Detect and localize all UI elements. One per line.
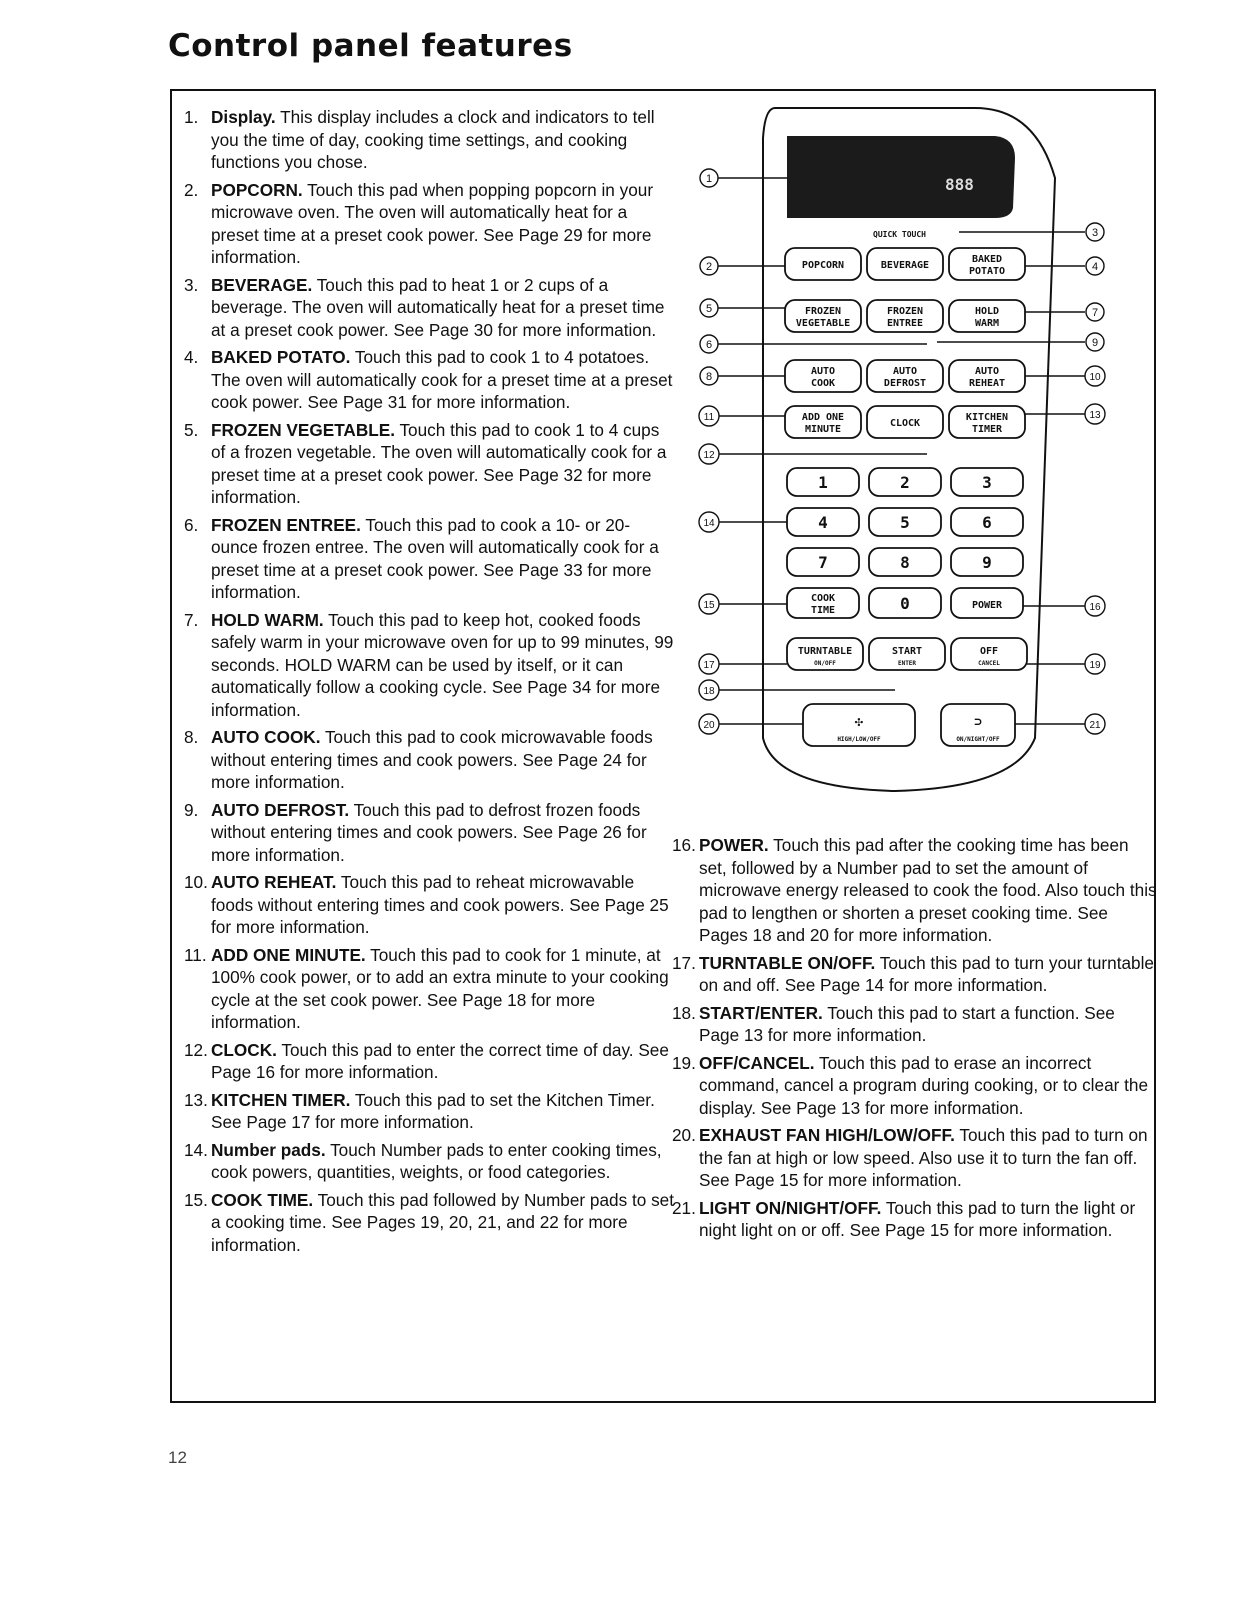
panel-label: 18 <box>703 686 715 697</box>
feature-name: COOK TIME. <box>211 1189 314 1210</box>
panel-label: POWER <box>971 600 1003 611</box>
power-pad <box>951 588 1023 618</box>
feature-item <box>184 1039 674 1084</box>
panel-label: CLOCK <box>889 418 921 429</box>
feature-number: 11. <box>184 944 207 965</box>
callout-18 <box>699 680 719 700</box>
callout-21 <box>1085 714 1105 734</box>
panel-label: FROZEN <box>804 306 842 317</box>
panel-label: ENTREE <box>886 318 924 329</box>
feature-name: BAKED POTATO. <box>211 347 351 367</box>
panel-label: REHEAT <box>968 378 1006 389</box>
display-window <box>787 136 1015 218</box>
feature-description: This display includes a clock and indicators to tell you the time of day, cooking time settings, and cooking functions you chose. <box>211 107 655 172</box>
panel-label: ON/OFF <box>814 660 836 667</box>
feature-item <box>184 799 674 867</box>
panel-label: 5 <box>705 303 713 315</box>
control-panel-diagram <box>695 98 1145 793</box>
panel-label: HOLD <box>974 306 1000 317</box>
feature-item <box>184 944 674 1034</box>
feature-item <box>184 274 674 342</box>
feature-number: 21. <box>672 1197 696 1218</box>
auto-cook-pad <box>785 360 861 392</box>
panel-label: AUTO <box>974 366 1000 377</box>
panel-label: 10 <box>1089 372 1101 383</box>
feature-description: Touch this pad to keep hot, cooked foods safely warm in your microwave oven for up to 99 minutes, 99 seconds. HOLD WARM can be used by itself, or it can automatically follow a cooking cycle. See Page 34 for more information. <box>211 609 674 720</box>
feature-number: 16. <box>672 835 696 855</box>
callout-17 <box>699 654 719 674</box>
number-pad-7 <box>787 548 859 576</box>
feature-description: Touch this pad to erase an incorrect command, cancel a program during cooking, or to clear the display. See Page 13 for more information. <box>699 1052 1149 1118</box>
panel-label: FROZEN <box>886 306 924 317</box>
panel-label: 0 <box>900 594 910 613</box>
control-panel-svg <box>695 98 1145 793</box>
feature-list-left <box>184 106 674 1261</box>
panel-label: 1 <box>705 173 713 185</box>
number-pad-9 <box>951 548 1023 576</box>
feature-description: Touch this pad to heat 1 or 2 cups of a beverage. The oven will automatically heat for a preset time at a preset cook power. See Page 30 for more information. <box>211 274 665 340</box>
callout-5 <box>700 299 718 317</box>
page-title: Control panel features <box>168 28 573 64</box>
feature-description: Touch this pad to enter the correct time of day. See Page 16 for more information. <box>211 1039 669 1082</box>
callout-12 <box>699 444 719 464</box>
callout-2 <box>700 257 718 275</box>
panel-label: 4 <box>818 513 828 532</box>
popcorn-pad <box>785 248 861 280</box>
exhaust-fan-pad <box>803 704 915 746</box>
number-pad-1 <box>787 468 859 496</box>
feature-item <box>184 179 674 269</box>
feature-number: 3. <box>184 274 199 295</box>
callout-1 <box>700 169 718 187</box>
feature-item <box>672 1052 1157 1120</box>
panel-label: POTATO <box>968 266 1006 277</box>
panel-label: POPCORN <box>801 260 845 271</box>
callout-19 <box>1085 654 1105 674</box>
feature-name: TURNTABLE ON/OFF. <box>699 952 876 973</box>
beverage-pad <box>867 248 943 280</box>
callout-15 <box>699 594 719 614</box>
feature-number: 10. <box>184 872 208 892</box>
panel-label: 2 <box>705 261 713 273</box>
feature-item <box>672 834 1157 947</box>
hold-warm-pad <box>949 300 1025 332</box>
off-cancel-pad <box>951 638 1027 670</box>
feature-item <box>184 346 674 414</box>
panel-label: 2 <box>900 473 910 492</box>
panel-label: 9 <box>982 553 992 572</box>
panel-label: 1 <box>818 473 828 492</box>
number-pad-0 <box>869 588 941 618</box>
feature-name: FROZEN VEGETABLE. <box>211 419 395 440</box>
panel-label: 3 <box>982 473 992 492</box>
panel-label: CANCEL <box>978 660 1000 667</box>
feature-description: Touch this pad to defrost frozen foods without entering times and cook powers. See Page 26 for more information. <box>211 799 647 865</box>
feature-description: Touch this pad to start a function. See Page 13 for more information. <box>699 1002 1115 1045</box>
callout-11 <box>699 406 719 426</box>
feature-number: 12. <box>184 1039 208 1060</box>
feature-number: 5. <box>184 419 199 440</box>
feature-name: AUTO REHEAT. <box>211 872 337 892</box>
number-pad-3 <box>951 468 1023 496</box>
panel-label: AUTO <box>892 366 918 377</box>
panel-label: 13 <box>1089 410 1101 421</box>
feature-description: Touch this pad followed by Number pads to set a cooking time. See Pages 19, 20, 21, and 22 for more information. <box>211 1189 674 1255</box>
callout-7 <box>1086 303 1104 321</box>
feature-item <box>184 1089 674 1134</box>
turntable-pad <box>787 638 863 670</box>
number-pad-6 <box>951 508 1023 536</box>
panel-label: DEFROST <box>883 378 927 389</box>
panel-label: ON/NIGHT/OFF <box>956 736 1000 743</box>
feature-description: Touch this pad to cook microwavable foods without entering times and cook powers. See Page 24 for more information. <box>211 727 653 792</box>
feature-number: 1. <box>184 107 199 127</box>
feature-item <box>672 1197 1157 1242</box>
feature-name: OFF/CANCEL. <box>699 1052 815 1073</box>
feature-description: Touch this pad to set the Kitchen Timer. See Page 17 for more information. <box>211 1089 655 1132</box>
feature-number: 13. <box>184 1089 208 1110</box>
callout-10 <box>1085 366 1105 386</box>
panel-label: 16 <box>1089 602 1101 613</box>
feature-item <box>184 1189 674 1257</box>
feature-number: 8. <box>184 727 199 747</box>
panel-label: 3 <box>1091 227 1099 239</box>
panel-label: 7 <box>1091 307 1099 319</box>
feature-description: Touch this pad to cook 1 to 4 cups of a frozen vegetable. The oven will automatically cook for a preset time at a preset cook power. See Page 32 for more information. <box>211 419 667 507</box>
quick-touch-label: QUICK TOUCH <box>873 230 926 239</box>
panel-label: VEGETABLE <box>795 318 851 329</box>
clock-pad <box>867 406 943 438</box>
auto-reheat-pad <box>949 360 1025 392</box>
feature-description: Touch this pad to cook a 10- or 20-ounce frozen entree. The oven will automatically cook for a preset time at a preset cook power. See Page 33 for more information. <box>211 514 659 602</box>
panel-label: TURNTABLE <box>797 646 853 657</box>
feature-number: 15. <box>184 1189 208 1210</box>
feature-name: FROZEN ENTREE. <box>211 514 361 535</box>
panel-label: 14 <box>703 518 715 529</box>
callout-3 <box>1086 223 1104 241</box>
feature-name: AUTO DEFROST. <box>211 799 350 820</box>
number-pad-2 <box>869 468 941 496</box>
panel-label: 20 <box>703 720 715 731</box>
feature-item <box>672 952 1157 997</box>
feature-number: 4. <box>184 347 199 367</box>
feature-item <box>184 609 674 722</box>
feature-name: ADD ONE MINUTE. <box>211 944 366 965</box>
callout-20 <box>699 714 719 734</box>
panel-label: ENTER <box>897 660 917 667</box>
feature-name: Number pads. <box>211 1139 326 1160</box>
panel-label: AUTO <box>810 366 836 377</box>
panel-label: START <box>891 646 923 657</box>
feature-item <box>184 871 674 939</box>
panel-label: 15 <box>703 600 715 611</box>
feature-description: Touch this pad after the cooking time has been set, followed by a Number pad to set the amount of microwave energy released to cook the food. Also touch this pad to lengthen or shorten a preset cooking time. See Pages 18 and 20 for more information. <box>699 835 1157 945</box>
feature-description: Touch this pad to cook for 1 minute, at 100% cook power, or to add an extra minute to your cooking cycle at the set cook power. See Page 18 for more information. <box>211 944 669 1032</box>
feature-number: 17. <box>672 952 696 973</box>
callout-16 <box>1085 596 1105 616</box>
baked-potato-pad <box>949 248 1025 280</box>
panel-label: OFF <box>979 646 999 657</box>
panel-label: BAKED <box>971 254 1003 265</box>
panel-label: 8 <box>900 553 910 572</box>
panel-label: 11 <box>703 412 715 423</box>
number-pad-8 <box>869 548 941 576</box>
feature-name: AUTO COOK. <box>211 727 321 747</box>
add-one-minute-pad <box>785 406 861 438</box>
number-pad-5 <box>869 508 941 536</box>
panel-label: MINUTE <box>804 424 842 435</box>
display-digits: 888 <box>945 175 974 194</box>
feature-number: 6. <box>184 514 199 535</box>
start-enter-pad <box>869 638 945 670</box>
panel-label: 8 <box>705 371 713 383</box>
feature-name: POPCORN. <box>211 179 303 200</box>
feature-number: 7. <box>184 609 199 630</box>
panel-label: WARM <box>974 318 1000 329</box>
feature-item <box>184 419 674 509</box>
panel-label: ⊃ <box>974 715 982 730</box>
callout-13 <box>1085 404 1105 424</box>
feature-description: Touch this pad to cook 1 to 4 potatoes. The oven will automatically cook for a preset time at a preset cook power. See Page 31 for more information. <box>211 347 673 412</box>
feature-list-right <box>672 834 1157 1247</box>
number-pad-4 <box>787 508 859 536</box>
feature-item <box>672 1124 1157 1192</box>
feature-name: HOLD WARM. <box>211 609 324 630</box>
callout-14 <box>699 512 719 532</box>
feature-name: LIGHT ON/NIGHT/OFF. <box>699 1197 882 1218</box>
panel-label: 9 <box>1091 337 1099 349</box>
panel-label: KITCHEN <box>965 412 1009 423</box>
cook-time-pad <box>787 588 859 618</box>
light-pad <box>941 704 1015 746</box>
callout-8 <box>700 367 718 385</box>
feature-name: Display. <box>211 107 276 127</box>
feature-description: Touch this pad to turn your turntable on and off. See Page 14 for more information. <box>699 952 1154 995</box>
feature-description: Touch this pad to turn the light or night light on or off. See Page 15 for more information. <box>699 1197 1136 1240</box>
feature-number: 18. <box>672 1002 696 1023</box>
callout-4 <box>1086 257 1104 275</box>
panel-label: 4 <box>1091 261 1099 273</box>
panel-label: ✣ <box>854 714 864 730</box>
feature-number: 9. <box>184 799 199 820</box>
feature-name: START/ENTER. <box>699 1002 823 1023</box>
feature-item <box>672 1002 1157 1047</box>
page-number: 12 <box>168 1448 187 1467</box>
feature-number: 19. <box>672 1052 696 1073</box>
panel-label: TIME <box>810 605 836 616</box>
feature-item <box>184 1139 674 1184</box>
feature-number: 20. <box>672 1125 696 1145</box>
feature-name: EXHAUST FAN HIGH/LOW/OFF. <box>699 1125 955 1145</box>
feature-number: 2. <box>184 179 199 200</box>
panel-label: HIGH/LOW/OFF <box>837 736 881 743</box>
feature-name: KITCHEN TIMER. <box>211 1089 351 1110</box>
feature-description: Touch Number pads to enter cooking times, cook powers, quantities, weights, or food categories. <box>211 1139 662 1182</box>
panel-label: 21 <box>1089 720 1101 731</box>
panel-label: 12 <box>703 450 715 461</box>
auto-defrost-pad <box>867 360 943 392</box>
feature-name: CLOCK. <box>211 1039 277 1060</box>
feature-item <box>184 106 674 174</box>
feature-description: Touch this pad to turn on the fan at high or low speed. Also use it to turn the fan off. See Page 15 for more information. <box>699 1125 1148 1190</box>
frozen-entree-pad <box>867 300 943 332</box>
panel-label: 19 <box>1089 660 1101 671</box>
panel-label: BEVERAGE <box>880 260 930 271</box>
feature-name: BEVERAGE. <box>211 274 313 295</box>
panel-label: 17 <box>703 660 715 671</box>
panel-label: 6 <box>705 339 713 351</box>
kitchen-timer-pad <box>949 406 1025 438</box>
feature-number: 14. <box>184 1139 208 1160</box>
panel-label: COOK <box>810 378 836 389</box>
feature-description: Touch this pad when popping popcorn in your microwave oven. The oven will automatically heat for a preset time at a preset cook power. See Page 29 for more information. <box>211 179 654 267</box>
panel-label: COOK <box>810 593 836 604</box>
callout-9 <box>1086 333 1104 351</box>
callout-6 <box>700 335 718 353</box>
feature-description: Touch this pad to reheat microwavable foods without entering times and cook powers. See Page 25 for more information. <box>211 872 669 937</box>
panel-label: 7 <box>818 553 828 572</box>
panel-label: ADD ONE <box>801 412 845 423</box>
feature-item <box>184 514 674 604</box>
panel-label: 5 <box>900 513 910 532</box>
panel-label: 6 <box>982 513 992 532</box>
feature-item <box>184 726 674 794</box>
frozen-vegetable-pad <box>785 300 861 332</box>
feature-name: POWER. <box>699 835 769 855</box>
panel-label: TIMER <box>971 424 1003 435</box>
